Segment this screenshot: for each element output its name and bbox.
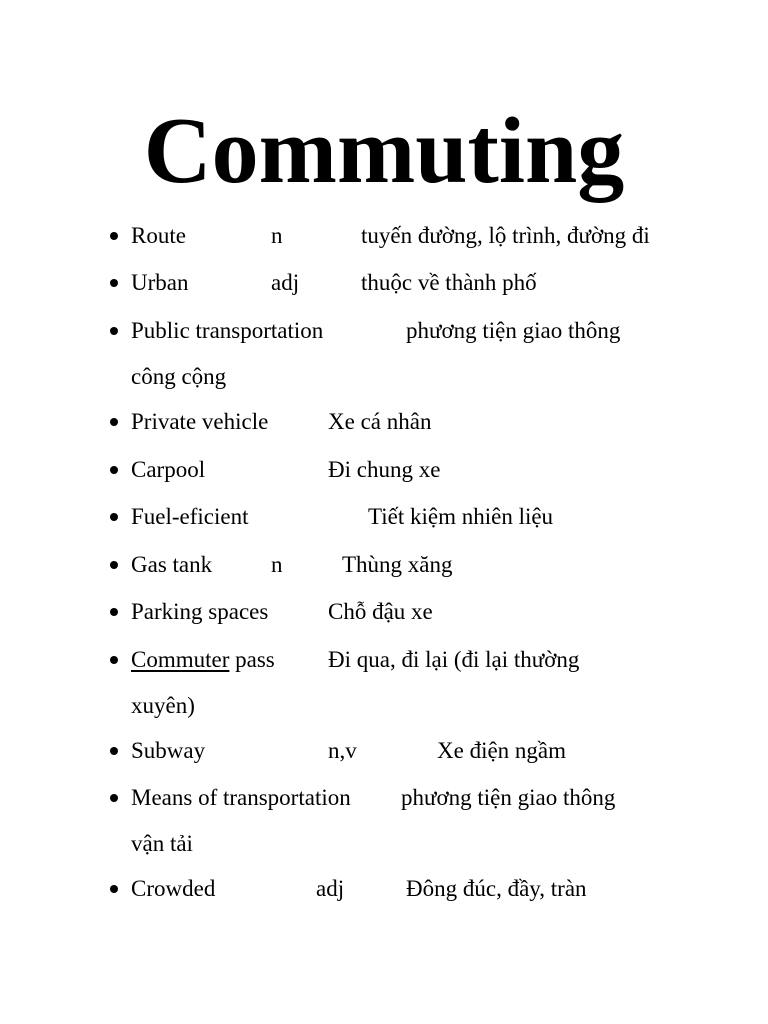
vocab-meaning: thuộc về thành phố [361, 270, 537, 295]
vocab-meaning: Đi qua, đi lại (đi lại thường [328, 647, 580, 672]
bullet-icon [110, 327, 118, 335]
vocab-meaning-continuation: vận tải [131, 831, 193, 856]
vocab-part-of-speech: n,v [328, 738, 357, 763]
vocab-term: Means of transportation [131, 785, 351, 810]
vocab-term: Carpool [131, 457, 206, 482]
page-title: Commuting [143, 99, 625, 203]
vocab-part-of-speech: adj [316, 876, 345, 901]
vocab-term-rest: pass [229, 647, 275, 672]
bullet-icon [110, 466, 118, 474]
bullet-icon [110, 608, 118, 616]
bullet-icon [110, 656, 118, 664]
vocab-meaning: tuyến đường, lộ trình, đường đi [361, 223, 650, 248]
vocab-term: Crowded [131, 876, 216, 901]
vocab-meaning-continuation: công cộng [131, 364, 227, 389]
vocab-meaning: Đông đúc, đầy, tràn [406, 876, 587, 901]
bullet-icon [110, 794, 118, 802]
vocab-term: Route [131, 223, 186, 248]
bullet-icon [110, 232, 118, 240]
vocab-term: Private vehicle [131, 409, 269, 434]
vocab-meaning: phương tiện giao thông [401, 785, 616, 810]
vocab-term: Public transportation [131, 318, 324, 343]
vocab-term: Subway [131, 738, 206, 763]
vocab-meaning: Xe điện ngầm [437, 738, 567, 763]
vocab-term-underlined: Commuter [131, 647, 230, 672]
vocab-meaning: Đi chung xe [328, 457, 441, 482]
vocab-part-of-speech: n [271, 552, 283, 577]
vocab-meaning-continuation: xuyên) [131, 693, 195, 718]
vocab-term: Parking spaces [131, 599, 269, 624]
bullet-icon [110, 513, 118, 521]
bullet-icon [110, 885, 118, 893]
vocab-term: Urban [131, 270, 189, 295]
bullet-icon [110, 747, 118, 755]
bullet-icon [110, 418, 118, 426]
vocab-term [131, 637, 275, 683]
vocab-meaning: Thùng xăng [342, 552, 453, 577]
vocab-part-of-speech: n [271, 223, 283, 248]
vocab-term: Fuel-eficient [131, 504, 249, 529]
bullet-icon [110, 561, 118, 569]
bullet-icon [110, 279, 118, 287]
vocab-meaning: Tiết kiệm nhiên liệu [368, 504, 554, 529]
vocab-meaning: Xe cá nhân [328, 409, 432, 434]
vocab-meaning: phương tiện giao thông [406, 318, 621, 343]
vocab-part-of-speech: adj [271, 270, 300, 295]
vocab-meaning: Chỗ đậu xe [328, 599, 433, 624]
vocab-term: Gas tank [131, 552, 213, 577]
